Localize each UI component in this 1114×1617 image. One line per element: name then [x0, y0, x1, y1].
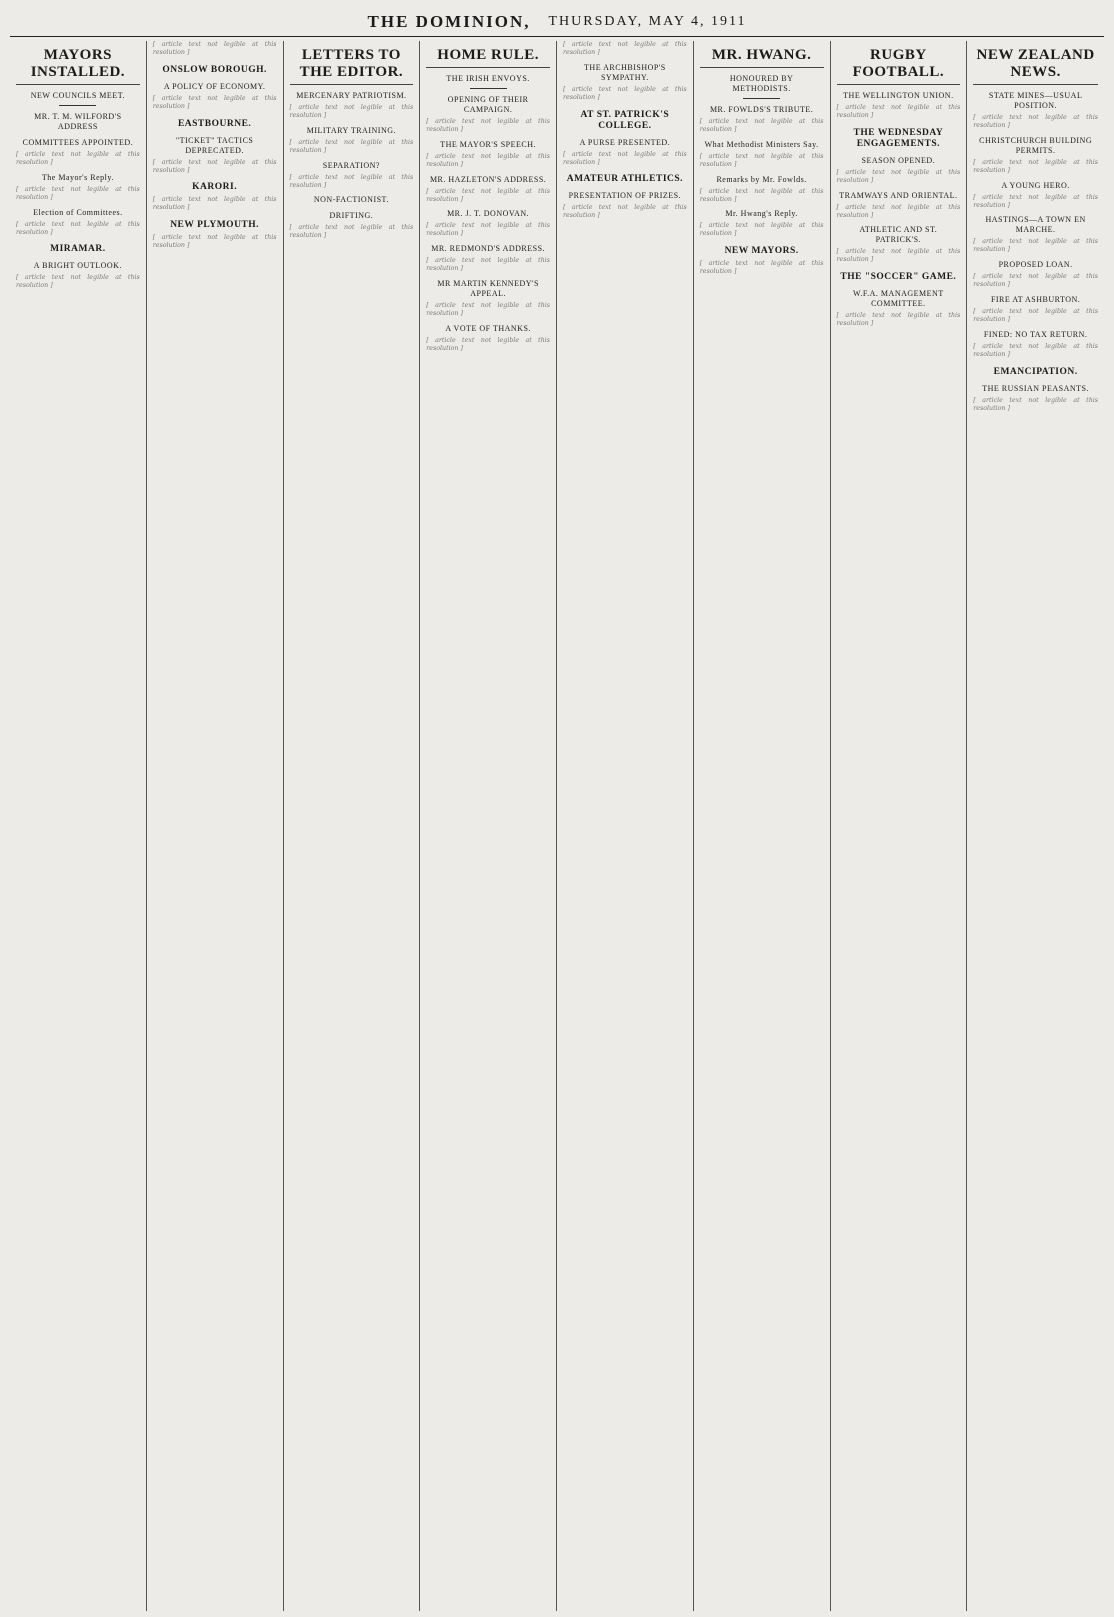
- column-3: [284, 41, 421, 1611]
- headline-letters-editor: LETTERS TO THE EDITOR.: [290, 47, 414, 85]
- section-new-mayors: NEW MAYORS.: [724, 246, 799, 257]
- article-body: [ article text not legible at this resolution ]: [152, 196, 277, 212]
- article-body: [ article text not legible at this resolution ]: [973, 238, 1098, 254]
- section-amateur-athletics: AMATEUR ATHLETICS.: [566, 174, 684, 185]
- section-bright-outlook: A BRIGHT OUTLOOK.: [33, 261, 122, 271]
- article-body: [ article text not legible at this resolution ]: [563, 85, 687, 101]
- headline-home-rule: HOME RULE.: [426, 47, 550, 68]
- section-redmond-address: MR. REDMOND'S ADDRESS.: [431, 244, 546, 254]
- section-purse-presented: A PURSE PRESENTED.: [579, 137, 671, 147]
- article-body: [ article text not legible at this resolution ]: [563, 41, 687, 56]
- section-fined-tax: FINED: NO TAX RETURN.: [983, 329, 1088, 339]
- section-eastbourne: EASTBOURNE.: [177, 118, 252, 129]
- article-body: [ article text not legible at this resolution ]: [836, 248, 961, 264]
- article-body: [ article text not legible at this resolution ]: [836, 104, 961, 119]
- section-election-committees: Election of Committees.: [33, 207, 123, 217]
- section-separation: SEPARATION?: [322, 160, 380, 170]
- article-body: [ article text not legible at this resolution ]: [699, 118, 824, 133]
- section-hwang-reply: Mr. Hwang's Reply.: [725, 209, 798, 219]
- section-non-factionist: NON-FACTIONIST.: [313, 195, 389, 205]
- article-body: [ article text not legible at this resolution ]: [836, 203, 961, 219]
- article-body: [ article text not legible at this resolution ]: [289, 173, 414, 189]
- article-body: [ article text not legible at this resolution ]: [152, 94, 277, 110]
- section-russian-peasants: THE RUSSIAN PEASANTS.: [982, 383, 1089, 393]
- column-8: [967, 41, 1104, 1611]
- article-body: [ article text not legible at this resolution ]: [973, 193, 1098, 209]
- section-donovan: MR. J. T. DONOVAN.: [447, 209, 530, 219]
- section-proposed-loan: PROPOSED LOAN.: [998, 260, 1073, 270]
- headline-rugby-football: RUGBY FOOTBALL.: [837, 47, 961, 85]
- section-tramways-oriental: TRAMWAYS AND ORIENTAL.: [839, 190, 958, 200]
- article-body: [ article text not legible at this resolution ]: [16, 185, 140, 201]
- article-body: [ article text not legible at this resolution ]: [563, 150, 687, 166]
- column-5: [557, 41, 694, 1611]
- subhead-honoured-methodists: HONOURED BY METHODISTS.: [729, 74, 794, 93]
- subhead-wilford-address: MR. T. M. WILFORD'S ADDRESS: [34, 112, 122, 131]
- column-7: [831, 41, 968, 1611]
- subhead-opening-campaign: OPENING OF THEIR CAMPAIGN.: [447, 95, 529, 114]
- section-st-patricks: AT ST. PATRICK'S COLLEGE.: [580, 109, 670, 131]
- article-body: [ article text not legible at this resolution ]: [426, 187, 550, 203]
- section-wfa-committee: W.F.A. MANAGEMENT COMMITTEE.: [853, 289, 944, 309]
- section-archbishop-sympathy: THE ARCHBISHOP'S SYMPATHY.: [584, 62, 666, 82]
- article-body: [ article text not legible at this resolution ]: [16, 274, 140, 290]
- article-body: [ article text not legible at this resolution ]: [973, 308, 1098, 323]
- article-body: [ article text not legible at this resolution ]: [973, 158, 1098, 174]
- section-hastings: HASTINGS—A TOWN EN MARCHE.: [985, 215, 1086, 235]
- article-body: [ article text not legible at this resolution ]: [973, 342, 1098, 358]
- section-kennedy-appeal: MR MARTIN KENNEDY'S APPEAL.: [437, 279, 539, 299]
- article-body: [ article text not legible at this resolution ]: [426, 118, 550, 133]
- headline-mr-hwang: MR. HWANG.: [700, 47, 824, 68]
- column-4: [420, 41, 557, 1611]
- article-body: [ article text not legible at this resolution ]: [152, 41, 277, 56]
- section-mayors-reply: The Mayor's Reply.: [41, 172, 114, 182]
- article-body: [ article text not legible at this resolution ]: [973, 114, 1098, 129]
- section-mayors-speech: THE MAYOR'S SPEECH.: [440, 139, 537, 149]
- masthead: [10, 8, 1104, 37]
- section-onslow-borough: ONSLOW BOROUGH.: [162, 64, 267, 75]
- subhead-wellington-union: THE WELLINGTON UNION.: [843, 91, 954, 100]
- headline-nz-news: NEW ZEALAND NEWS.: [973, 47, 1098, 85]
- section-miramar: MIRAMAR.: [50, 244, 106, 255]
- subhead-fowlds-tribute: MR. FOWLDS'S TRIBUTE.: [709, 105, 814, 114]
- section-new-plymouth: NEW PLYMOUTH.: [170, 220, 260, 231]
- subhead-state-mines: STATE MINES—USUAL POSITION.: [988, 91, 1083, 110]
- column-1: [10, 41, 147, 1611]
- columns: [10, 41, 1104, 1611]
- article-body: [ article text not legible at this resolution ]: [152, 158, 277, 174]
- column-6: [694, 41, 831, 1611]
- article-body: [ article text not legible at this resolution ]: [16, 220, 140, 236]
- masthead-title: THE DOMINION,: [367, 12, 531, 31]
- headline-mayors-installed: MAYORS INSTALLED.: [16, 47, 140, 85]
- article-body: [ article text not legible at this resolution ]: [699, 187, 824, 203]
- article-body: [ article text not legible at this resolution ]: [973, 396, 1098, 412]
- article-body: [ article text not legible at this resolution ]: [289, 138, 414, 154]
- article-body: [ article text not legible at this resolution ]: [699, 222, 824, 238]
- article-body: [ article text not legible at this resolution ]: [152, 234, 277, 250]
- article-body: [ article text not legible at this resolution ]: [426, 152, 550, 168]
- section-soccer-game: THE "SOCCER" GAME.: [840, 272, 957, 283]
- article-body: [ article text not legible at this resolution ]: [836, 312, 961, 328]
- section-karori: KARORI.: [192, 182, 238, 193]
- section-vote-thanks: A VOTE OF THANKS.: [445, 323, 531, 333]
- section-military-training: MILITARY TRAINING.: [306, 125, 396, 135]
- section-methodist-ministers: What Methodist Ministers Say.: [704, 139, 819, 149]
- section-presentation-prizes: PRESENTATION OF PRIZES.: [568, 191, 682, 201]
- article-body: [ article text not legible at this resolution ]: [836, 168, 961, 184]
- section-ticket-tactics: "TICKET" TACTICS DEPRECATED.: [175, 135, 254, 155]
- article-body: [ article text not legible at this resolution ]: [289, 104, 414, 119]
- section-emancipation: EMANCIPATION.: [993, 366, 1078, 377]
- section-christchurch-permits: CHRISTCHURCH BUILDING PERMITS.: [979, 135, 1093, 155]
- article-body: [ article text not legible at this resolution ]: [289, 224, 414, 240]
- section-hazleton-address: MR. HAZLETON'S ADDRESS.: [429, 174, 547, 184]
- section-young-hero: A YOUNG HERO.: [1001, 180, 1070, 190]
- section-fire-ashburton: FIRE AT ASHBURTON.: [990, 295, 1081, 305]
- article-body: [ article text not legible at this resolution ]: [426, 257, 550, 273]
- column-2: [147, 41, 284, 1611]
- article-body: [ article text not legible at this resolution ]: [426, 336, 550, 352]
- article-body: [ article text not legible at this resolution ]: [426, 222, 550, 238]
- section-athletic-st-patricks: ATHLETIC AND ST. PATRICK'S.: [859, 225, 938, 245]
- section-remarks-fowlds: Remarks by Mr. Fowlds.: [716, 174, 807, 184]
- section-season-opened: SEASON OPENED.: [861, 155, 936, 165]
- subhead-new-councils: NEW COUNCILS MEET.: [30, 91, 125, 100]
- article-body: [ article text not legible at this resolution ]: [16, 151, 140, 166]
- subhead-irish-envoys: THE IRISH ENVOYS.: [446, 74, 530, 83]
- article-body: [ article text not legible at this resolution ]: [699, 260, 824, 276]
- subhead-mercenary-patriotism: MERCENARY PATRIOTISM.: [296, 91, 407, 100]
- section-wednesday-engagements: THE WEDNESDAY ENGAGEMENTS.: [853, 127, 944, 149]
- article-body: [ article text not legible at this resolution ]: [563, 204, 687, 220]
- article-body: [ article text not legible at this resolution ]: [699, 152, 824, 168]
- masthead-date: THURSDAY, MAY 4, 1911: [548, 14, 747, 29]
- article-body: [ article text not legible at this resolution ]: [973, 273, 1098, 289]
- section-policy-economy: A POLICY OF ECONOMY.: [163, 81, 266, 91]
- subhead-committees: COMMITTEES APPOINTED.: [22, 138, 134, 147]
- section-drifting: DRIFTING.: [329, 211, 374, 221]
- article-body: [ article text not legible at this resolution ]: [426, 302, 550, 317]
